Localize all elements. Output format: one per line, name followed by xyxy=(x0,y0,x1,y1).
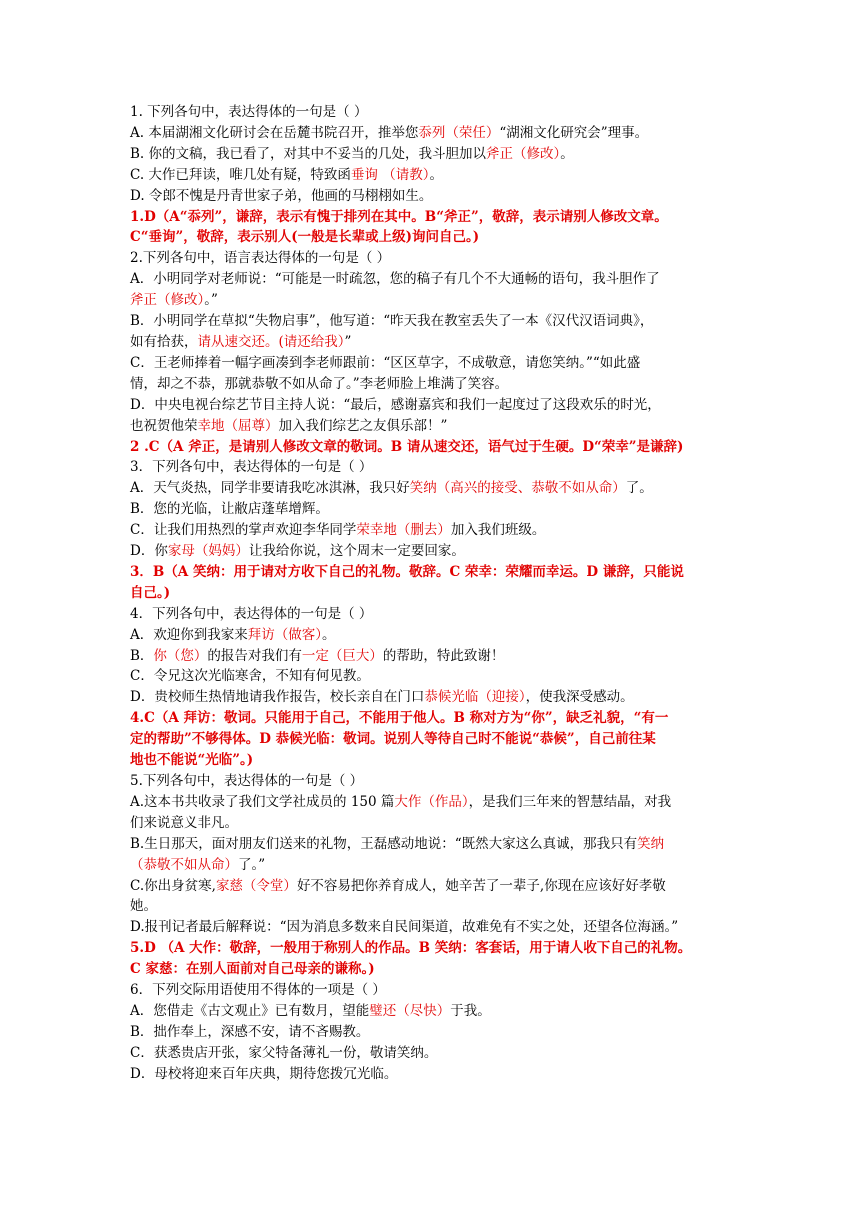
exercise-text xyxy=(130,102,730,1085)
text-line xyxy=(130,562,730,583)
answer-text: 5.D （A 大作：敬辞，一般用于称别人的作品。B 笑纳：客套话，用于请人收下自己的礼物。 xyxy=(130,940,692,957)
answer-text: 1.D（A“忝列”，谦辞，表示有愧于排列在其中。B“斧正”，敬辞，表示请别人修改文章。 xyxy=(130,208,668,225)
text-line xyxy=(130,917,730,938)
text-line xyxy=(130,876,730,897)
text-segment: ，是我们三年来的智慧结晶，对我 xyxy=(468,793,672,810)
text-line xyxy=(130,1043,730,1064)
highlighted-text: 大作（作品） xyxy=(394,793,469,810)
text-line xyxy=(130,1064,730,1085)
text-line xyxy=(130,437,730,458)
text-line xyxy=(130,102,730,123)
text-line xyxy=(130,896,730,917)
text-segment: 。 xyxy=(322,626,336,643)
text-segment: B.生日那天，面对朋友们送来的礼物，王磊感动地说：“既然大家这么真诚，那我只有 xyxy=(130,835,638,852)
text-segment: D．母校将迎来百年庆典，期待您拨冗光临。 xyxy=(130,1065,398,1082)
text-segment: B．拙作奉上，深感不安，请不吝赐教。 xyxy=(130,1023,370,1040)
text-line xyxy=(130,395,730,416)
text-segment: 5.下列各句中，表达得体的一句是（ ） xyxy=(130,773,364,789)
text-line xyxy=(130,729,730,750)
text-segment: 如有拾获， xyxy=(130,333,198,350)
text-line xyxy=(130,708,730,729)
text-line xyxy=(130,938,730,959)
text-segment: C．让我们用热烈的掌声欢迎李华同学 xyxy=(130,522,357,539)
text-segment: A．天气炎热，同学非要请我吃冰淇淋，我只好 xyxy=(130,480,410,497)
text-line xyxy=(130,625,730,646)
text-segment: 也祝贺他荣 xyxy=(130,417,198,434)
answer-text: C 家慈：在别人面前对自己母亲的谦称。) xyxy=(130,961,375,978)
text-segment: C．获悉贵店开张，家父特备薄礼一份，敬请笑纳。 xyxy=(130,1044,438,1061)
text-segment: 她。 xyxy=(130,898,157,915)
highlighted-text: 斧正（修改） xyxy=(486,145,561,162)
text-line xyxy=(130,499,730,520)
text-line xyxy=(130,959,730,980)
text-line xyxy=(130,666,730,687)
text-line xyxy=(130,583,730,604)
text-line xyxy=(130,604,730,625)
text-segment: 2.下列各句中，语言表达得体的一句是（ ） xyxy=(130,250,391,267)
text-line xyxy=(130,353,730,374)
text-segment: C．令兄这次光临寒舍，不知有何见教。 xyxy=(130,668,370,685)
text-line xyxy=(130,290,730,311)
text-line xyxy=(130,269,730,290)
text-line xyxy=(130,165,730,186)
text-segment: 4．下列各句中，表达得体的一句是（ ） xyxy=(130,605,373,622)
text-line xyxy=(130,687,730,708)
text-line xyxy=(130,123,730,144)
text-line xyxy=(130,834,730,855)
text-line xyxy=(130,186,730,207)
text-line xyxy=(130,1001,730,1022)
text-line xyxy=(130,207,730,228)
text-segment: 。 xyxy=(429,166,443,183)
text-segment: 加入我们综艺之友俱乐部！” xyxy=(278,417,448,434)
text-line xyxy=(130,227,730,248)
highlighted-text: 笑纳 xyxy=(637,835,665,852)
text-segment: A．您借走《古文观止》已有数月，望能 xyxy=(130,1002,370,1019)
answer-text: C“垂询”，敬辞，表示别人(一般是长辈或上级)询问自己。) xyxy=(130,229,480,246)
text-segment: C. 大作已拜读，唯几处有疑，特致函 xyxy=(130,166,351,183)
answer-text: 3．B（A 笑纳：用于请对方收下自己的礼物。敬辞。C 荣幸：荣耀而幸运。D 谦辞，只能说 xyxy=(130,563,684,580)
highlighted-text: 拜访（做客） xyxy=(247,626,322,643)
text-segment: D．你 xyxy=(130,543,168,560)
text-segment: B．小明同学在草拟“失物启事”，他写道：“昨天我在教室丢失了一本《汉代汉语词典》， xyxy=(130,313,654,330)
highlighted-text: （恭敬不如从命） xyxy=(130,856,238,873)
highlighted-text: 家母（妈妈） xyxy=(167,543,249,560)
highlighted-text: 家慈（令堂） xyxy=(215,877,297,894)
text-segment: 们来说意义非凡。 xyxy=(130,814,238,831)
text-line xyxy=(130,374,730,395)
text-line xyxy=(130,771,730,792)
answer-text: 4.C（A 拜访：敬词。只能用于自己，不能用于他人。B 称对方为“你”，缺乏礼貌，“有一 xyxy=(130,710,669,727)
text-segment: 。” xyxy=(204,292,218,309)
highlighted-text: 请从速交还。(请还给我） xyxy=(197,333,345,350)
highlighted-text: 垂询 （请教） xyxy=(350,166,430,183)
text-segment: 了。” xyxy=(238,856,266,873)
answer-text: 定的帮助”不够得体。D 恭候光临：敬词。说别人等待自己时不能说“恭候”，自己前往某 xyxy=(130,731,656,748)
text-line xyxy=(130,541,730,562)
text-segment: ，使我深受感动。 xyxy=(525,689,634,706)
text-segment: D．贵校师生热情地请我作报告，校长亲自在门口 xyxy=(130,689,425,706)
text-segment: A．欢迎你到我家来 xyxy=(130,626,248,643)
highlighted-text: 你（您） xyxy=(153,647,208,664)
text-segment: B． xyxy=(130,647,154,664)
text-segment: 情，却之不恭，那就恭敬不如从命了。”李老师脸上堆满了笑容。 xyxy=(130,375,509,392)
text-segment: ” xyxy=(344,333,352,350)
text-segment: “湖湘文化研究会”理事。 xyxy=(499,124,649,141)
text-segment: D. 令郎不愧是丹青世家子弟，他画的马栩栩如生。 xyxy=(130,187,433,204)
highlighted-text: 斧正（修改） xyxy=(130,292,205,309)
answer-text: 自己。) xyxy=(130,584,171,601)
text-line xyxy=(130,332,730,353)
text-segment: 。 xyxy=(560,145,574,162)
text-line xyxy=(130,248,730,269)
text-segment: 的报告对我们有 xyxy=(207,647,302,664)
highlighted-text: 一定（巨大） xyxy=(301,647,383,664)
text-segment: 了。 xyxy=(625,480,653,497)
text-segment: A. 本届湖湘文化研讨会在岳麓书院召开，推举您 xyxy=(130,124,419,141)
answer-text: 地也不能说“光临”。) xyxy=(130,752,254,769)
highlighted-text: 笑纳（高兴的接受、恭敬不如从命） xyxy=(409,480,626,497)
text-line xyxy=(130,311,730,332)
text-line xyxy=(130,144,730,165)
highlighted-text: 幸地（屈尊） xyxy=(197,417,279,434)
text-line xyxy=(130,416,730,437)
text-segment: C．王老师捧着一幅字画凑到李老师跟前：“区区草字，不成敬意，请您笑纳。”“如此盛 xyxy=(130,354,641,371)
answer-text: 2 .C（A 斧正，是请别人修改文章的敬词。B 请从速交还，语气过于生硬。D“荣幸”是谦辞) xyxy=(130,438,684,455)
text-segment: A．小明同学对老师说：“可能是一时疏忽，您的稿子有几个不大通畅的语句，我斗胆作了 xyxy=(130,271,660,288)
text-line xyxy=(130,980,730,1001)
text-segment: 3．下列各句中，表达得体的一句是（ ） xyxy=(130,459,373,476)
text-line xyxy=(130,457,730,478)
text-line xyxy=(130,750,730,771)
text-line xyxy=(130,813,730,834)
text-line xyxy=(130,855,730,876)
text-segment: 1. 下列各句中，表达得体的一句是（ ） xyxy=(130,104,368,120)
text-line xyxy=(130,1022,730,1043)
text-segment: 让我给你说，这个周末一定要回家。 xyxy=(248,543,465,560)
highlighted-text: 忝列（荣任） xyxy=(418,124,500,141)
text-segment: B．您的光临，让敝店蓬荜增辉。 xyxy=(130,501,329,518)
highlighted-text: 璧还（尽快） xyxy=(369,1002,451,1019)
text-line xyxy=(130,792,730,813)
text-line xyxy=(130,646,730,667)
text-segment: 的帮助，特此致谢！ xyxy=(382,647,505,664)
text-line xyxy=(130,520,730,541)
text-segment: D．中央电视台综艺节目主持人说：“最后，感谢嘉宾和我们一起度过了这段欢乐的时光， xyxy=(130,396,661,413)
text-line xyxy=(130,478,730,499)
text-segment: C.你出身贫寒, xyxy=(130,877,216,894)
text-segment: A.这本书共收录了我们文学社成员的 150 篇 xyxy=(130,793,395,810)
text-segment: 加入我们班级。 xyxy=(450,522,546,539)
text-segment: B. 你的文稿，我已看了，对其中不妥当的几处，我斗胆加以 xyxy=(130,145,487,162)
text-segment: D.报刊记者最后解释说：“因为消息多数来自民间渠道，故难免有不实之处，还望各位海涵。” xyxy=(130,919,679,936)
highlighted-text: 恭候光临（迎接） xyxy=(424,689,526,706)
text-segment: 于我。 xyxy=(450,1002,491,1019)
text-segment: 好不容易把你养育成人，她辛苦了一辈子,你现在应该好好孝敬 xyxy=(296,877,666,894)
text-segment: 6．下列交际用语使用不得体的一项是（ ） xyxy=(130,982,386,999)
highlighted-text: 荣幸地（删去） xyxy=(356,522,451,539)
